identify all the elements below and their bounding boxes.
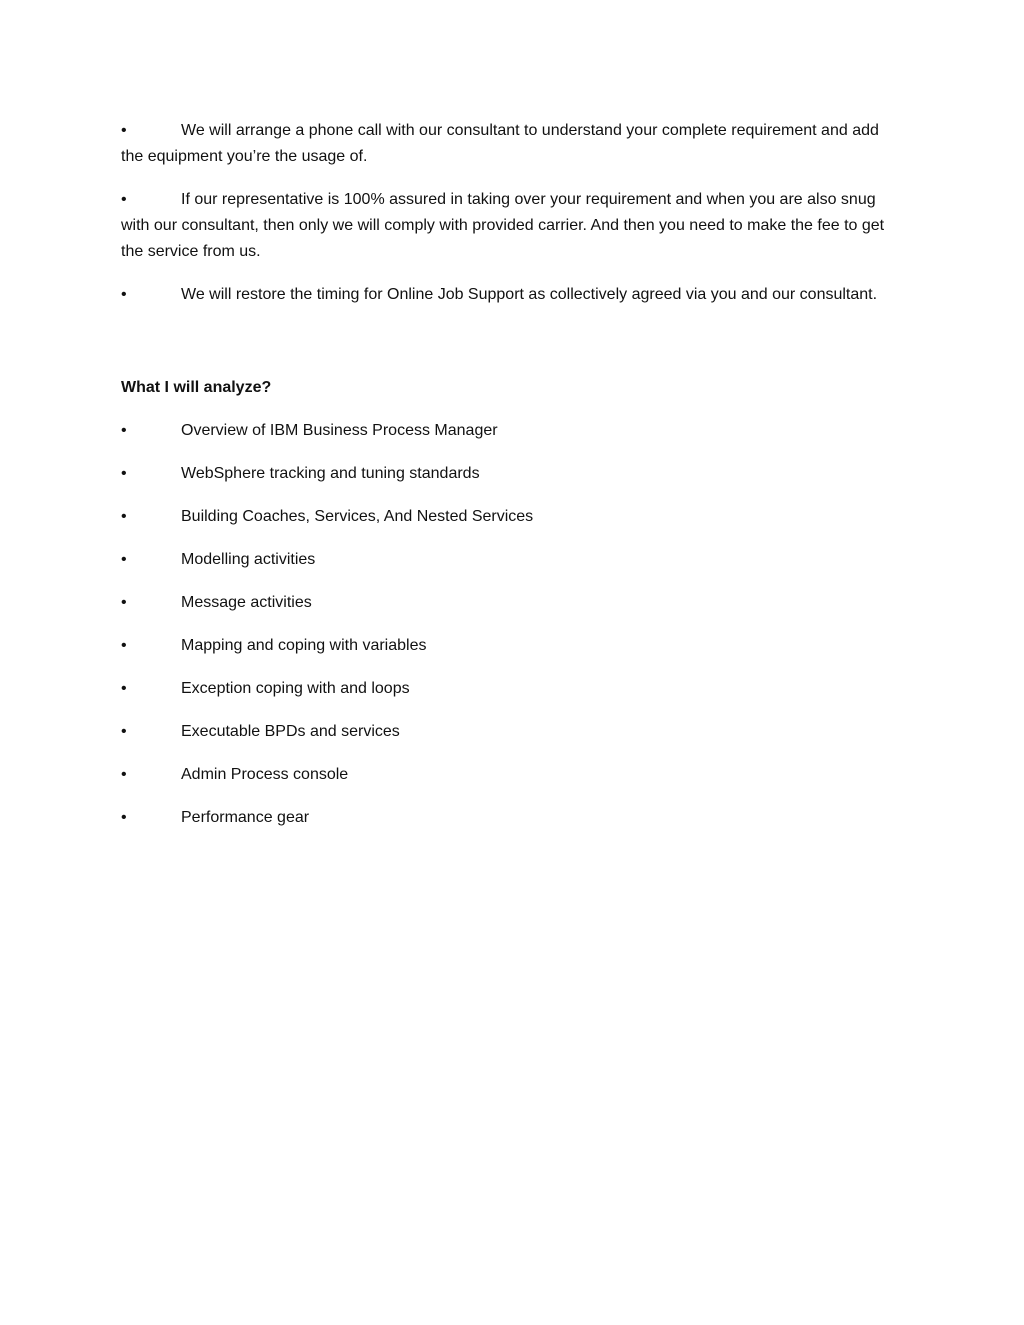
list-item-text: Mapping and coping with variables <box>181 637 427 654</box>
list-item-text: Executable BPDs and services <box>181 723 400 740</box>
list-item <box>121 633 901 659</box>
intro-paragraph <box>121 118 901 170</box>
bullet-marker: • <box>121 680 127 697</box>
intro-paragraph <box>121 282 901 308</box>
list-item <box>121 547 901 573</box>
list-item <box>121 590 901 616</box>
section-spacer <box>121 325 901 375</box>
bullet-marker: • <box>121 122 127 139</box>
bullet-marker: • <box>121 191 127 208</box>
document-body <box>121 118 901 848</box>
bullet-marker: • <box>121 766 127 783</box>
section-heading: What I will analyze? <box>121 379 272 396</box>
bullet-marker: • <box>121 286 127 303</box>
list-item-text: Modelling activities <box>181 551 316 568</box>
list-item-text: Admin Process console <box>181 766 349 783</box>
bullet-marker: • <box>121 637 127 654</box>
bullet-marker: • <box>121 465 127 482</box>
intro-paragraph <box>121 187 901 265</box>
bullet-marker: • <box>121 723 127 740</box>
list-item-text: Exception coping with and loops <box>181 680 410 697</box>
topic-list <box>121 418 901 831</box>
list-item <box>121 762 901 788</box>
list-item <box>121 805 901 831</box>
bullet-marker: • <box>121 422 127 439</box>
intro-paragraph-text: If our representative is 100% assured in taking over your requirement and when you are also snug with our consultant, then only we will comply with provided carrier. And then you need to make the fee to get the service from us. <box>121 191 885 260</box>
list-item <box>121 461 901 487</box>
bullet-marker: • <box>121 508 127 525</box>
list-item-text: Overview of IBM Business Process Manager <box>181 422 498 439</box>
list-item <box>121 418 901 444</box>
list-item <box>121 504 901 530</box>
list-item <box>121 676 901 702</box>
list-item-text: WebSphere tracking and tuning standards <box>181 465 480 482</box>
intro-paragraph-text: We will arrange a phone call with our consultant to understand your complete requirement and add the equipment you’re the usage of. <box>121 122 879 165</box>
bullet-marker: • <box>121 594 127 611</box>
list-item-text: Performance gear <box>181 809 310 826</box>
bullet-marker: • <box>121 809 127 826</box>
intro-paragraph-text: We will restore the timing for Online Job Support as collectively agreed via you and our consultant. <box>181 286 878 303</box>
list-item-text: Building Coaches, Services, And Nested Services <box>181 508 534 525</box>
list-item-text: Message activities <box>181 594 312 611</box>
bullet-marker: • <box>121 551 127 568</box>
list-item <box>121 719 901 745</box>
